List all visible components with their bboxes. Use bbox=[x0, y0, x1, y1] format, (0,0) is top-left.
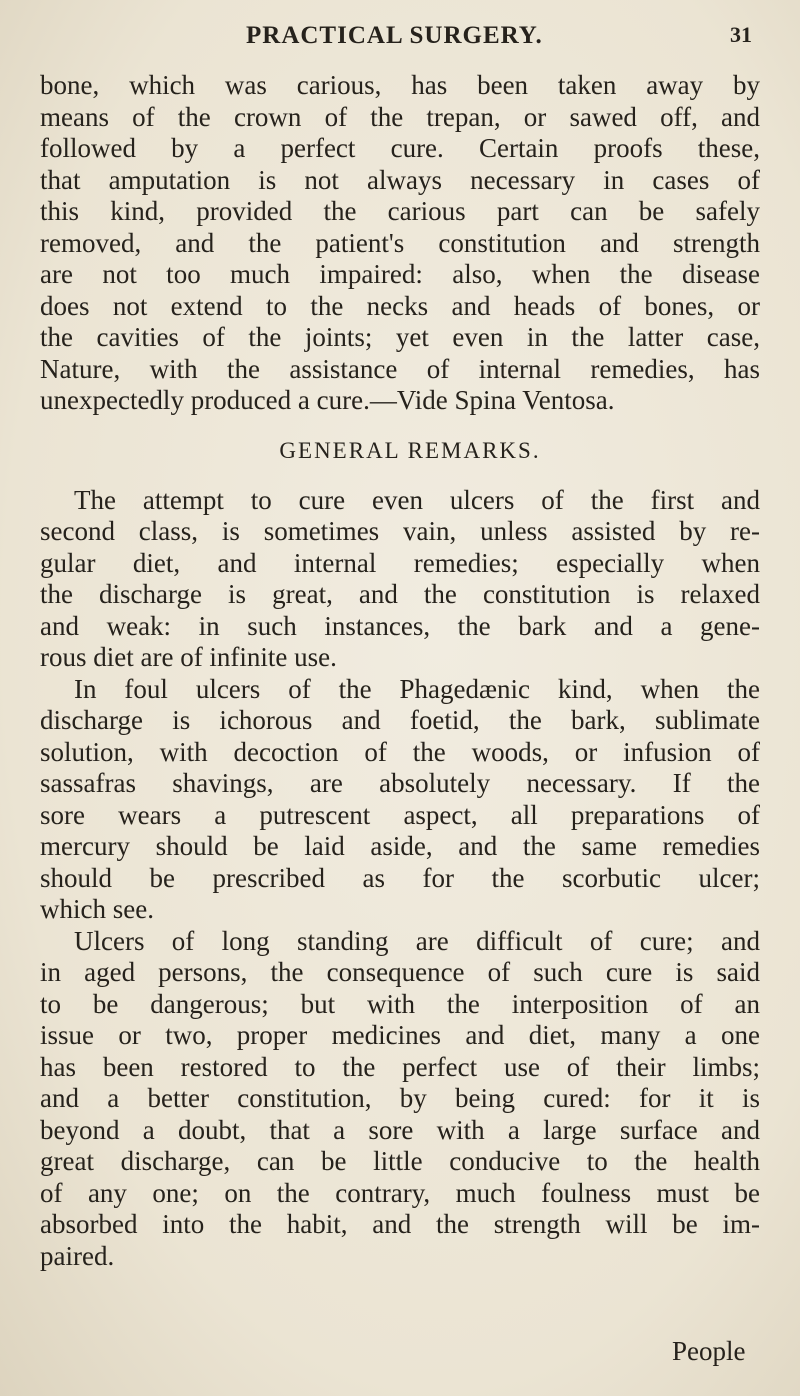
text-line: and a better constitution, by being cured: for it is bbox=[40, 1083, 760, 1113]
paragraph-2 bbox=[40, 485, 760, 674]
text-line: Nature, with the assistance of internal remedies, has bbox=[40, 353, 760, 384]
running-head bbox=[0, 14, 800, 54]
text-line: removed, and the patient's constitution and strength bbox=[40, 227, 760, 258]
text-line: followed by a perfect cure. Certain proofs these, bbox=[40, 133, 760, 163]
text-line: The attempt to cure even ulcers of the first and bbox=[74, 484, 760, 515]
body-text bbox=[40, 70, 760, 1272]
text-line: bone, which was carious, has been taken away by bbox=[40, 70, 760, 100]
text-line: paired. bbox=[40, 1240, 115, 1271]
text-line: this kind, provided the carious part can be safely bbox=[40, 196, 760, 226]
text-line: which see. bbox=[40, 894, 154, 924]
text-line: does not extend to the necks and heads of bones, or bbox=[40, 290, 760, 321]
page-number: 31 bbox=[730, 22, 752, 47]
text-line: to be dangerous; but with the interposition of an bbox=[40, 988, 760, 1019]
text-line: rous diet are of infinite use. bbox=[40, 642, 337, 672]
text-line: mercury should be laid aside, and the same remedies bbox=[40, 831, 760, 861]
text-line: unexpectedly produced a cure.—Vide Spina Ventosa. bbox=[40, 385, 615, 415]
paragraph-3 bbox=[40, 674, 760, 926]
text-line: means of the crown of the trepan, or sawed off, and bbox=[40, 101, 760, 132]
text-line: absorbed into the habit, and the strength will be im- bbox=[40, 1209, 760, 1239]
running-head-title: PRACTICAL SURGERY. bbox=[246, 22, 543, 49]
paragraph-4 bbox=[40, 926, 760, 1273]
text-line: gular diet, and internal remedies; especially when bbox=[40, 547, 760, 578]
text-line: Ulcers of long standing are difficult of cure; and bbox=[74, 925, 760, 956]
spacer bbox=[40, 417, 760, 429]
text-line: are not too much impaired: also, when the disease bbox=[40, 259, 760, 289]
text-line: sassafras shavings, are absolutely necessary. If the bbox=[40, 768, 760, 798]
text-line: issue or two, proper medicines and diet, many a one bbox=[40, 1020, 760, 1050]
text-line: the cavities of the joints; yet even in the latter case, bbox=[40, 322, 760, 352]
text-line: In foul ulcers of the Phagedænic kind, when the bbox=[74, 673, 760, 704]
text-line: and weak: in such instances, the bark and a gene- bbox=[40, 610, 760, 641]
text-line: great discharge, can be little conducive to the health bbox=[40, 1146, 760, 1176]
section-heading: GENERAL REMARKS. bbox=[279, 437, 541, 463]
text-line: that amputation is not always necessary in cases of bbox=[40, 164, 760, 195]
spacer bbox=[40, 473, 760, 485]
text-line: second class, is sometimes vain, unless assisted by re- bbox=[40, 516, 760, 546]
text-line: should be prescribed as for the scorbutic ulcer; bbox=[40, 862, 760, 893]
text-line: the discharge is great, and the constitution is relaxed bbox=[40, 579, 760, 609]
text-line: sore wears a putrescent aspect, all preparations of bbox=[40, 799, 760, 830]
text-line: has been restored to the perfect use of their limbs; bbox=[40, 1051, 760, 1082]
text-line: of any one; on the contrary, much foulness must be bbox=[40, 1177, 760, 1208]
text-line: beyond a doubt, that a sore with a large surface and bbox=[40, 1114, 760, 1145]
text-line: in aged persons, the consequence of such cure is said bbox=[40, 957, 760, 987]
paragraph-1 bbox=[40, 70, 760, 417]
text-line: solution, with decoction of the woods, or infusion of bbox=[40, 736, 760, 767]
catchword: People bbox=[672, 1336, 746, 1366]
text-line: discharge is ichorous and foetid, the bark, sublimate bbox=[40, 705, 760, 735]
